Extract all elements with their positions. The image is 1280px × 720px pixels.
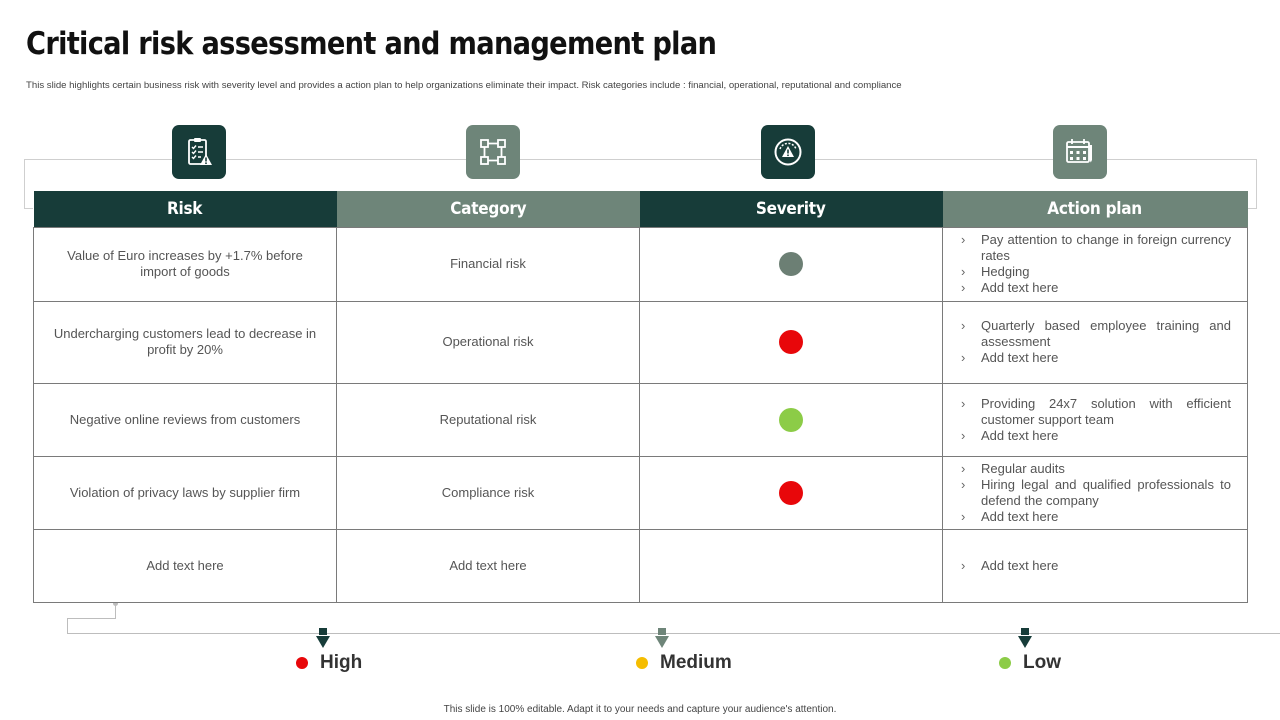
legend-marker bbox=[1018, 628, 1032, 650]
action-plan-cell bbox=[943, 383, 1248, 456]
action-item: › Add text here bbox=[961, 509, 1231, 525]
severity-cell bbox=[640, 456, 943, 529]
legend-high bbox=[296, 652, 362, 674]
connector-line bbox=[67, 618, 116, 619]
risk-cell: Add text here bbox=[34, 529, 337, 602]
severity-cell bbox=[640, 227, 943, 301]
category-cell: Add text here bbox=[337, 529, 640, 602]
header-risk: Risk bbox=[34, 191, 337, 227]
category-icon-box bbox=[466, 125, 520, 179]
action-plan-cell bbox=[943, 529, 1248, 602]
legend-marker bbox=[316, 628, 330, 650]
table-row bbox=[34, 227, 1248, 301]
risk-icon-box bbox=[172, 125, 226, 179]
risk-assessment-table bbox=[33, 191, 1248, 603]
category-cell: Financial risk bbox=[337, 227, 640, 301]
connector-line bbox=[115, 603, 116, 619]
network-nodes-icon bbox=[477, 136, 509, 168]
action-plan-icon-box bbox=[1053, 125, 1107, 179]
risk-cell: Value of Euro increases by +1.7% before import of goods bbox=[34, 227, 337, 301]
footer-note: This slide is 100% editable. Adapt it to your needs and capture your audience's attention. bbox=[443, 704, 837, 715]
legend-marker bbox=[655, 628, 669, 650]
action-plan-cell bbox=[943, 301, 1248, 383]
action-item: › Add text here bbox=[961, 350, 1231, 366]
legend-label: Low bbox=[1023, 652, 1061, 673]
header-category: Category bbox=[337, 191, 640, 227]
legend-low bbox=[999, 652, 1061, 674]
category-cell: Reputational risk bbox=[337, 383, 640, 456]
category-cell: Compliance risk bbox=[337, 456, 640, 529]
action-item: › Pay attention to change in foreign currency rates bbox=[961, 232, 1231, 264]
severity-dot bbox=[779, 330, 803, 354]
action-item: › Regular audits bbox=[961, 461, 1231, 477]
table-row bbox=[34, 529, 1248, 602]
legend-divider bbox=[67, 633, 1280, 634]
severity-icon-box bbox=[761, 125, 815, 179]
severity-dot bbox=[779, 481, 803, 505]
action-item: › Hedging bbox=[961, 264, 1231, 280]
header-action-plan: Action plan bbox=[943, 191, 1248, 227]
calendar-grid-icon bbox=[1064, 136, 1096, 168]
action-plan-cell bbox=[943, 227, 1248, 301]
table-row bbox=[34, 456, 1248, 529]
action-item: › Quarterly based employee training and assessment bbox=[961, 318, 1231, 350]
table-header-row bbox=[34, 191, 1248, 227]
severity-cell bbox=[640, 383, 943, 456]
action-item: › Hiring legal and qualified professionals to defend the company bbox=[961, 477, 1231, 509]
risk-cell: Violation of privacy laws by supplier firm bbox=[34, 456, 337, 529]
legend-dot bbox=[296, 657, 308, 669]
legend-label: Medium bbox=[660, 652, 732, 673]
category-cell: Operational risk bbox=[337, 301, 640, 383]
action-plan-cell bbox=[943, 456, 1248, 529]
action-item: › Add text here bbox=[961, 558, 1231, 574]
header-severity: Severity bbox=[640, 191, 943, 227]
table-row bbox=[34, 301, 1248, 383]
table-row bbox=[34, 383, 1248, 456]
severity-cell bbox=[640, 529, 943, 602]
legend-dot bbox=[999, 657, 1011, 669]
page-title: Critical risk assessment and management plan bbox=[26, 26, 717, 62]
risk-cell: Negative online reviews from customers bbox=[34, 383, 337, 456]
page-subtitle: This slide highlights certain business risk with severity level and provides a action plan to help organizations eliminate their impact. Risk categories include : financial, operational, reputational and compliance bbox=[26, 80, 902, 91]
clipboard-warning-icon bbox=[183, 136, 215, 168]
severity-cell bbox=[640, 301, 943, 383]
action-item: › Add text here bbox=[961, 280, 1231, 296]
action-item: › Providing 24x7 solution with efficient customer support team bbox=[961, 396, 1231, 428]
severity-dot bbox=[779, 408, 803, 432]
legend-medium bbox=[636, 652, 732, 674]
severity-dot bbox=[779, 252, 803, 276]
risk-cell: Undercharging customers lead to decrease in profit by 20% bbox=[34, 301, 337, 383]
gauge-warning-icon bbox=[772, 136, 804, 168]
legend-dot bbox=[636, 657, 648, 669]
legend-label: High bbox=[320, 652, 363, 673]
connector-line bbox=[67, 618, 68, 633]
action-item: › Add text here bbox=[961, 428, 1231, 444]
